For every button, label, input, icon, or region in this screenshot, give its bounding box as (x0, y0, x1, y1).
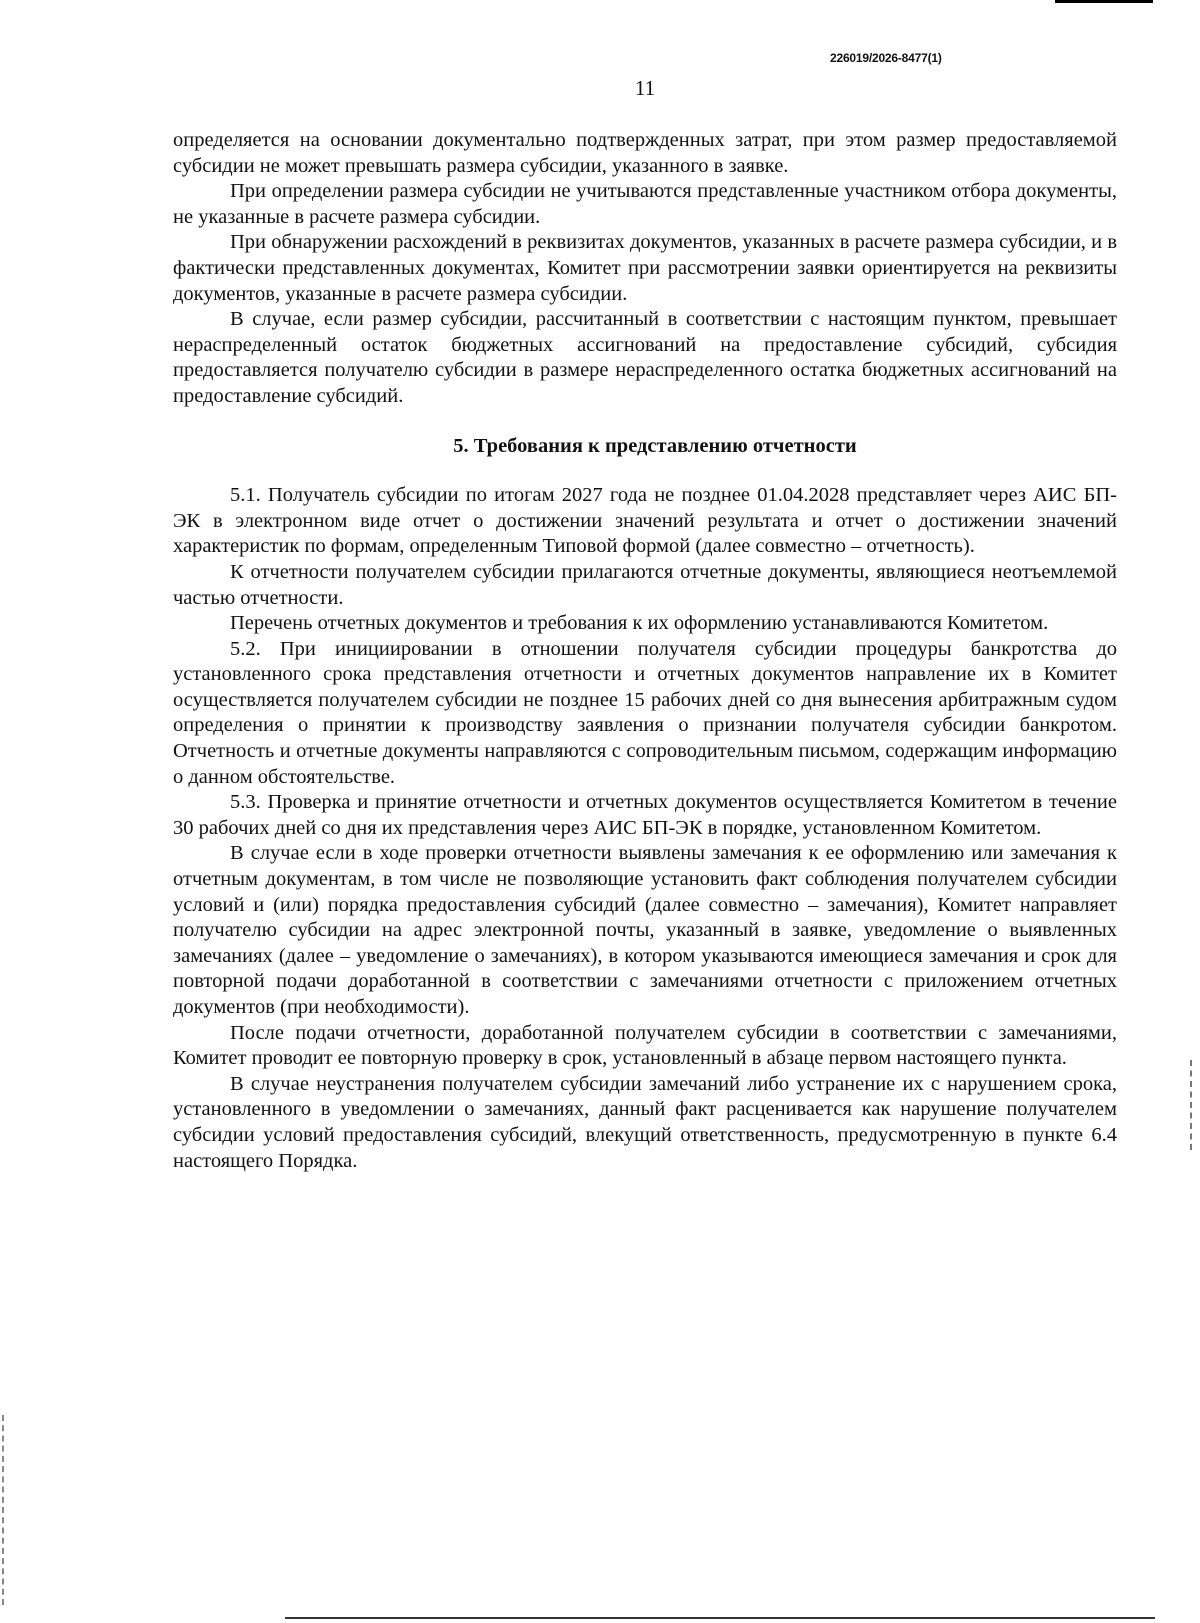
left-margin-mark (2, 1415, 6, 1605)
document-number: 226019/2026-8477(1) (830, 51, 942, 65)
top-scan-rule (1055, 0, 1153, 3)
paragraph: При обнаружении расхождений в реквизитах документов, указанных в расчете размера субсидии, и в фактически представленных документах, Комитет при рассмотрении заявки ориентируется на реквизиты документов, указанные в расчете размера субсидии. (173, 231, 1117, 305)
paragraph: После подачи отчетности, доработанной получателем субсидии в соответствии с замечаниями, Комитет проводит ее повторную проверку в срок, установленный в абзаце первом настоящего пункта. (173, 1021, 1117, 1070)
paragraph: В случае если в ходе проверки отчетности выявлены замечания к ее оформлению или замечания к отчетным документам, в том числе не позволяющие установить факт соблюдения получателем субсидии условий и (или) порядка предоставления субсидий (далее совместно – замечания), Комитет направляет получателю субсидии на адрес электронной почты, указанный в заявке, уведомление о выявленных замечаниях (далее – уведомление о замечаниях), в котором указываются имеющиеся замечания и срок для повторной подачи доработанной в соответствии с замечаниями отчетности с приложением отчетных документов (при необходимости). (173, 842, 1117, 1018)
bottom-scan-rule (285, 1617, 1155, 1619)
paragraph: 5.3. Проверка и принятие отчетности и отчетных документов осуществляется Комитетом в течение 30 рабочих дней со дня их представления через АИС БП-ЭК в порядке, установленном Комитетом. (173, 791, 1117, 839)
paragraph: Перечень отчетных документов и требования к их оформлению устанавливаются Комитетом. (230, 612, 1049, 635)
paragraph: определяется на основании документально подтвержденных затрат, при этом размер предоставляемой субсидии не может превышать размера субсидии, указанного в заявке. (173, 129, 1117, 177)
paragraph: При определении размера субсидии не учитываются представленные участником отбора документы, не указанные в расчете размера субсидии. (173, 180, 1117, 228)
paragraph: К отчетности получателем субсидии прилагаются отчетные документы, являющиеся неотъемлемой частью отчетности. (173, 560, 1117, 609)
page-number: 11 (634, 76, 656, 100)
section-heading: 5. Требования к представлению отчетности (453, 434, 857, 457)
paragraph: В случае неустранения получателем субсидии замечаний либо устранение их с нарушением срока, установленного в уведомлении о замечаниях, данный факт расценивается как нарушение получателем субсидии условий предоставления субсидий, влекущий ответственность, предусмотренную в пункте 6.4 настоящего Порядка. (173, 1072, 1117, 1172)
paragraph: В случае, если размер субсидии, рассчитанный в соответствии с настоящим пунктом, превышает нераспределенный остаток бюджетных ассигнований на предоставление субсидий, субсидия предоставляется получателю субсидии в размере нераспределенного остатка бюджетных ассигнований на предоставление субсидий. (173, 308, 1117, 407)
paragraph: 5.1. Получатель субсидии по итогам 2027 года не позднее 01.04.2028 представляет через АИС БП-ЭК в электронном виде отчет о достижении значений результата и отчет о достижении значений характеристик по формам, определенным Типовой формой (далее совместно – отчетность). (173, 484, 1117, 558)
right-margin-mark (1190, 1060, 1194, 1150)
paragraph: 5.2. При инициировании в отношении получателя субсидии процедуры банкротства до установленного срока представления отчетности и отчетных документов направление их в Комитет осуществляется получателем субсидии не позднее 15 рабочих дней со дня вынесения арбитражным судом определения о принятии к производству заявления о признании получателя субсидии банкротом. Отчетность и отчетные документы направляются с сопроводительным письмом, содержащим информацию о данном обстоятельстве. (173, 637, 1117, 788)
document-body (173, 128, 1117, 1174)
